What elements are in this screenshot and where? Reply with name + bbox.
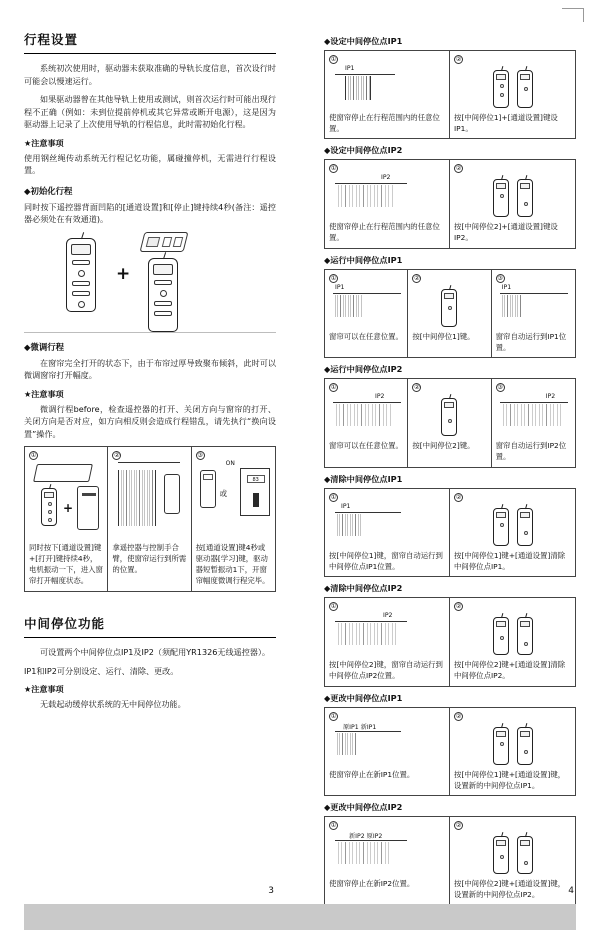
remote-screen <box>520 183 530 189</box>
curtain-fabric <box>335 185 395 207</box>
remote-key <box>500 636 504 640</box>
position-label: IP2 <box>383 612 393 620</box>
remote-small-1 <box>41 488 57 526</box>
cell-num: ② <box>455 822 462 830</box>
position-label-ip2: IP2 <box>381 174 391 182</box>
curtain-rail <box>335 840 407 841</box>
entry-title-set-ip2: ◆设定中间停位点IP2 <box>324 145 403 156</box>
curtain-fabric <box>335 842 391 864</box>
position-label: IP1 <box>501 283 512 291</box>
entry-title-change-ip1: ◆更改中间停位点IP1 <box>324 692 403 703</box>
motor-unit-3 <box>240 468 270 516</box>
position-label: IP1 <box>335 283 345 291</box>
illustration-remote <box>412 285 486 329</box>
cell-clear-ip1-1 <box>325 489 450 576</box>
curtain-rail <box>335 74 395 75</box>
cell-caption: 按[中间停位2]键。 <box>412 441 475 451</box>
remote-key <box>524 861 528 865</box>
remote-small-3 <box>200 470 216 508</box>
illustration-curtain-ip1 <box>329 504 445 548</box>
entry-grid-set-ip2 <box>324 159 576 248</box>
remote-control-back-group <box>142 232 186 332</box>
curtain-fabric <box>333 295 363 317</box>
cell-caption: 按[中间停位2]+[通道设置]键设IP2。 <box>454 222 558 243</box>
step-caption-1: 同时按下[通道设置]键+[打开]键持续4秒，电机振动一下，进入窗帘打开幅度状态。 <box>29 543 103 585</box>
entry-run-ip1 <box>324 255 576 358</box>
entry-clear-ip1 <box>324 474 576 577</box>
remote-button-channel <box>72 291 90 296</box>
illustration-curtain-at-ip2 <box>496 394 571 438</box>
cell-run-ip2-3 <box>492 379 575 466</box>
note-heading-1: ★注意事项 <box>24 137 64 148</box>
illustration-remote-pair <box>454 723 571 767</box>
cell-caption: 窗帘自动运行到IP1位置。 <box>495 331 567 352</box>
remote-btn-small-1c <box>48 518 52 522</box>
cell-change-ip2-2 <box>450 817 575 904</box>
illustration-curtain-any <box>329 285 403 329</box>
cell-clear-ip1-2 <box>450 489 575 576</box>
remote-key <box>500 84 504 88</box>
remote-key <box>500 855 504 859</box>
aux-key-recess <box>173 237 183 247</box>
cell-change-ip1-2 <box>450 708 575 795</box>
cell-caption: 使窗帘停止在行程范围内的任意位置。 <box>329 113 440 133</box>
curtain-rail <box>333 293 401 294</box>
curtain-rail <box>335 621 407 622</box>
remote-screen <box>496 183 506 189</box>
cell-run-ip1-2 <box>408 270 491 357</box>
curtain-rail <box>335 731 401 732</box>
step-cell-2 <box>108 447 191 591</box>
remote-screen <box>444 402 454 408</box>
remote-midstop-1 <box>493 508 509 546</box>
cell-clear-ip2-1 <box>325 598 450 685</box>
motor-strip-1 <box>82 493 96 496</box>
step-cell-3 <box>192 447 275 591</box>
learn-key-press-icon <box>253 493 259 507</box>
cell-caption: 窗帘自动运行到IP2位置。 <box>495 441 567 462</box>
remote-key <box>448 419 452 423</box>
illustration-curtain-change-ip2 <box>329 832 445 876</box>
footer-band-left <box>24 904 300 930</box>
curtain-fabric <box>335 623 397 645</box>
right-page <box>300 0 600 930</box>
step-number-2: ② <box>114 452 120 460</box>
cell-num: ① <box>330 712 337 720</box>
remote-screen <box>496 621 506 627</box>
remote-midstop-2 <box>493 836 509 874</box>
note-text-1: 使用钢丝绳传动系统无行程记忆功能，属碰撞停机，无需进行行程设置。 <box>24 152 276 176</box>
remote-btn-small-1b <box>48 510 52 514</box>
remote-key <box>500 93 504 97</box>
remote-screen <box>496 512 506 518</box>
cell-caption: 按[中间停位2]键+[通道设置]清除中间停位点IP2。 <box>454 660 566 681</box>
entry-set-ip2 <box>324 145 576 248</box>
cell-run-ip1-1 <box>325 270 408 357</box>
curtain-rail <box>500 293 568 294</box>
illustration-curtain-change-ip1 <box>329 723 445 767</box>
entry-grid-set-ip1 <box>324 50 576 139</box>
note-text-2: 微调行程before，检查遥控器的打开、关闭方向与窗帘的打开、关闭方向是否对应，如方向相反则会造成行程错乱，请先执行“换向设置”操作。 <box>24 403 276 439</box>
entry-title-run-ip2: ◆运行中间停位点IP2 <box>324 364 403 375</box>
subsection-init-travel-text: 同时按下遥控器背面凹陷的[通道设置]和[停止]键持续4秒(备注：遥控器必须处在有效通道)。 <box>24 201 276 225</box>
remote-channel-setting <box>517 727 533 765</box>
step-caption-3: 按[通道设置]键4秒或驱动器[学习]键，驱动器短暂振动1下，开窗帘幅度微调行程完毕。 <box>195 543 270 585</box>
illustration-remote-pair <box>454 66 571 110</box>
cell-caption: 使窗帘停止在新IP1位置。 <box>329 769 415 779</box>
remote-button-extra <box>78 301 85 308</box>
remote-screen-small-3 <box>203 474 213 480</box>
remote-key <box>500 194 504 198</box>
remote-key <box>524 750 528 754</box>
entry-change-ip2 <box>324 802 576 905</box>
cell-set-ip1-1 <box>325 51 450 138</box>
cell-num: ② <box>414 274 420 282</box>
remote-screen-2 <box>153 264 173 275</box>
cell-caption: 按[中间停位1]键，窗帘自动运行到中间停位点IP1位置。 <box>329 550 443 571</box>
curtain-fabric <box>335 514 361 536</box>
remote-channel-setting <box>517 836 533 874</box>
step-number-1: ① <box>30 452 37 460</box>
cell-num: ① <box>330 165 337 173</box>
entry-grid-clear-ip1 <box>324 488 576 577</box>
cell-caption: 按[中间停位1]键。 <box>412 331 475 341</box>
paragraph-intro-1: 系统初次使用时，驱动器未获取准确的导轨长度信息，首次设行时可能会以慢速运行。 <box>24 63 276 86</box>
entry-grid-change-ip2 <box>324 816 576 905</box>
cell-clear-ip2-2 <box>450 598 575 685</box>
remote-screen <box>520 621 530 627</box>
step3-label: ON <box>225 460 235 468</box>
plus-icon: + <box>116 263 131 284</box>
remote-screen-small-1 <box>44 492 54 498</box>
remote-key <box>524 531 528 535</box>
page-title: 行程设置 <box>24 30 276 54</box>
remote-screen <box>520 512 530 518</box>
remote-btn-small-1a <box>48 502 52 506</box>
remote-button-stop-2 <box>160 290 167 297</box>
cell-caption: 使窗帘停止在行程范围内的任意位置。 <box>329 222 440 243</box>
curtain-rail <box>500 402 568 403</box>
entry-title-change-ip2: ◆更改中间停位点IP2 <box>324 802 403 813</box>
remote-midstop-2 <box>441 398 457 436</box>
remote-screen <box>444 293 454 299</box>
cell-caption: 按[中间停位1]+[通道设置]键设IP1。 <box>454 113 558 133</box>
position-label: 新IP2 原IP2 <box>349 833 383 841</box>
position-label: 原IP1 新IP1 <box>343 723 377 731</box>
position-label: IP2 <box>375 393 385 401</box>
remote-control-secondary <box>148 258 178 332</box>
page-number-left: 3 <box>268 886 274 896</box>
remote-screen <box>520 74 530 80</box>
entry-grid-run-ip1 <box>324 269 576 358</box>
note-heading-3: ★注意事项 <box>24 684 64 695</box>
illustration-remote-pair <box>454 832 571 876</box>
illustration-remote-pair <box>454 504 571 548</box>
entry-grid-change-ip1 <box>324 707 576 796</box>
fine-tune-steps-grid <box>24 446 276 592</box>
channel-setting-recess <box>146 237 160 247</box>
illustration-curtain-any <box>329 394 403 438</box>
remote-screen <box>496 731 506 737</box>
cell-num: ② <box>455 712 462 720</box>
remote-button-stop <box>78 270 85 277</box>
remote-button-open <box>72 260 90 265</box>
motor-unit-1 <box>77 486 99 530</box>
remote-button-open-2 <box>154 280 172 285</box>
note-heading-2: ★注意事项 <box>24 388 64 399</box>
entry-clear-ip2 <box>324 583 576 686</box>
remote-back-panel <box>140 232 189 252</box>
cell-run-ip2-2 <box>408 379 491 466</box>
curtain-fabric <box>500 404 564 426</box>
remote-key <box>448 306 452 310</box>
cell-caption: 使窗帘停止在新IP2位置。 <box>329 879 415 889</box>
illustration-curtain-ip1 <box>329 66 445 110</box>
illustration-remote-pair <box>454 175 571 219</box>
position-label-ip1: IP1 <box>345 65 355 72</box>
entry-title-run-ip1: ◆运行中间停位点IP1 <box>324 254 403 265</box>
cell-num: ② <box>414 384 420 392</box>
entry-change-ip1 <box>324 693 576 796</box>
entry-title-clear-ip1: ◆清除中间停位点IP1 <box>324 473 403 484</box>
note-text-3: 无载起动缓停状系统的无中间停位功能。 <box>40 699 186 710</box>
remote-screen <box>520 840 530 846</box>
step-illustration-1 <box>29 462 103 540</box>
illustration-remote <box>412 394 486 438</box>
remote-midstop-1 <box>493 70 509 108</box>
illustration-remote-pair <box>454 613 571 657</box>
remote-channel-setting <box>517 508 533 546</box>
midstop-p2: IP1和IP2可分别设定、运行、清除、更改。 <box>24 665 179 676</box>
cell-num: ② <box>455 56 462 63</box>
step-illustration-2 <box>112 462 186 540</box>
cell-num: ① <box>330 603 337 611</box>
step-caption-2: 拿遥控器与控制手合臂，使窗帘运行到所需的位置。 <box>112 543 187 574</box>
remote-screen <box>71 244 91 255</box>
cell-num: ② <box>455 493 462 501</box>
cell-set-ip2-2 <box>450 160 575 247</box>
cell-num: ③ <box>497 384 503 392</box>
remote-midstop-1 <box>493 727 509 765</box>
cell-run-ip1-3 <box>492 270 575 357</box>
cell-run-ip2-1 <box>325 379 408 466</box>
cell-caption: 按[中间停位2]键，窗帘自动运行到中间停位点IP2位置。 <box>329 660 443 681</box>
cell-num: ① <box>330 56 337 63</box>
remote-button-close-2 <box>154 301 172 306</box>
curtain-rail <box>335 512 401 513</box>
step-cell-1 <box>25 447 108 591</box>
cell-change-ip2-1 <box>325 817 450 904</box>
cell-num: ① <box>330 384 337 392</box>
cell-num: ① <box>330 493 337 501</box>
remote-button-channel-2 <box>154 311 172 316</box>
cell-change-ip1-1 <box>325 708 450 795</box>
cell-num: ① <box>330 822 337 830</box>
remote-key <box>524 642 528 646</box>
remote-control-front <box>66 238 96 312</box>
curtain-rail <box>333 402 401 403</box>
page-number-right: 4 <box>568 886 574 896</box>
section-title-midstop: 中间停位功能 <box>24 614 276 638</box>
curtain-fabric <box>335 733 357 755</box>
footer-band-right <box>300 904 576 930</box>
remote-midstop-1 <box>441 289 457 327</box>
stop-key-recess <box>162 237 172 247</box>
subsection-fine-tune: ◆微调行程 <box>24 341 64 352</box>
crop-mark <box>562 8 584 22</box>
cell-caption: 按[中间停位1]键+[通道设置]清除中间停位点IP1。 <box>454 550 566 571</box>
illustration-curtain-at-ip1 <box>496 285 571 329</box>
remote-channel-setting <box>517 617 533 655</box>
step-number-3: ③ <box>197 452 203 460</box>
remote-midstop-2 <box>493 179 509 217</box>
remote-button-close <box>72 281 90 286</box>
entry-run-ip2 <box>324 364 576 467</box>
cell-caption: 窗帘可以在任意位置。 <box>329 331 403 341</box>
illustration-curtain-ip2 <box>329 175 445 219</box>
cell-num: ③ <box>497 274 503 282</box>
remote-key <box>524 202 528 206</box>
cell-num: ② <box>455 165 462 173</box>
remote-key <box>500 523 504 527</box>
illustration-curtain-ip2 <box>329 613 445 657</box>
remote-midstop-2 <box>493 617 509 655</box>
curtain-fabric-2 <box>118 470 156 526</box>
position-label: IP1 <box>341 502 351 510</box>
remote-channel-setting <box>517 70 533 108</box>
remote-small-2 <box>164 474 180 514</box>
cell-caption: 按[中间停位2]键+[通道设置]键，设置新的中间停位点IP2。 <box>454 879 566 900</box>
curtain-fabric <box>500 295 522 317</box>
entry-title-clear-ip2: ◆清除中间停位点IP2 <box>324 583 403 594</box>
position-label: IP2 <box>545 393 556 401</box>
paragraph-intro-2: 如果驱动器曾在其他导轨上使用或测试，则首次运行时可能出现行程不正确（例如：未到位提前停机或其它异常或断开电源），这是因为驱动器上记录了上次使用导轨的行程信息，此时需初始化行程。 <box>24 94 276 130</box>
remote-back-1 <box>33 464 93 482</box>
step3-or-text: 或 <box>219 489 228 499</box>
entry-grid-run-ip2 <box>324 378 576 467</box>
subsection-init-travel: ◆初始化行程 <box>24 185 73 196</box>
divider <box>24 332 276 333</box>
entry-set-ip1 <box>324 36 576 139</box>
remote-key <box>500 742 504 746</box>
illustration-two-remotes <box>24 232 276 318</box>
entry-title-set-ip1: ◆设定中间停位点IP1 <box>324 36 403 46</box>
remote-screen <box>496 74 506 80</box>
cell-caption: 窗帘可以在任意位置。 <box>329 441 403 451</box>
remote-key <box>524 87 528 91</box>
remote-screen <box>496 840 506 846</box>
plus-icon-step1: + <box>63 501 74 516</box>
cell-caption: 按[中间停位1]键+[通道设置]键，设置新的中间停位点IP1。 <box>454 769 566 790</box>
step-illustration-3 <box>196 462 271 540</box>
entry-grid-clear-ip2 <box>324 597 576 686</box>
midstop-p1: 可设置两个中间停位点IP1及IP2（须配用YR1326无线遥控器）。 <box>40 647 271 658</box>
subsection-fine-tune-text: 在窗帘完全打开的状态下，由于布帘过厚导致聚布倾斜，此时可以微调窗帘打开幅度。 <box>24 357 276 381</box>
cell-set-ip2-1 <box>325 160 450 247</box>
cell-num: ② <box>455 603 462 611</box>
learn-key-label: 83 <box>247 475 265 483</box>
curtain-rail <box>335 183 407 184</box>
remote-channel-setting <box>517 179 533 217</box>
cell-set-ip1-2 <box>450 51 575 138</box>
curtain-fabric <box>333 404 391 426</box>
remote-screen <box>520 731 530 737</box>
curtain-fabric <box>345 76 371 100</box>
cell-num: ① <box>330 274 337 282</box>
